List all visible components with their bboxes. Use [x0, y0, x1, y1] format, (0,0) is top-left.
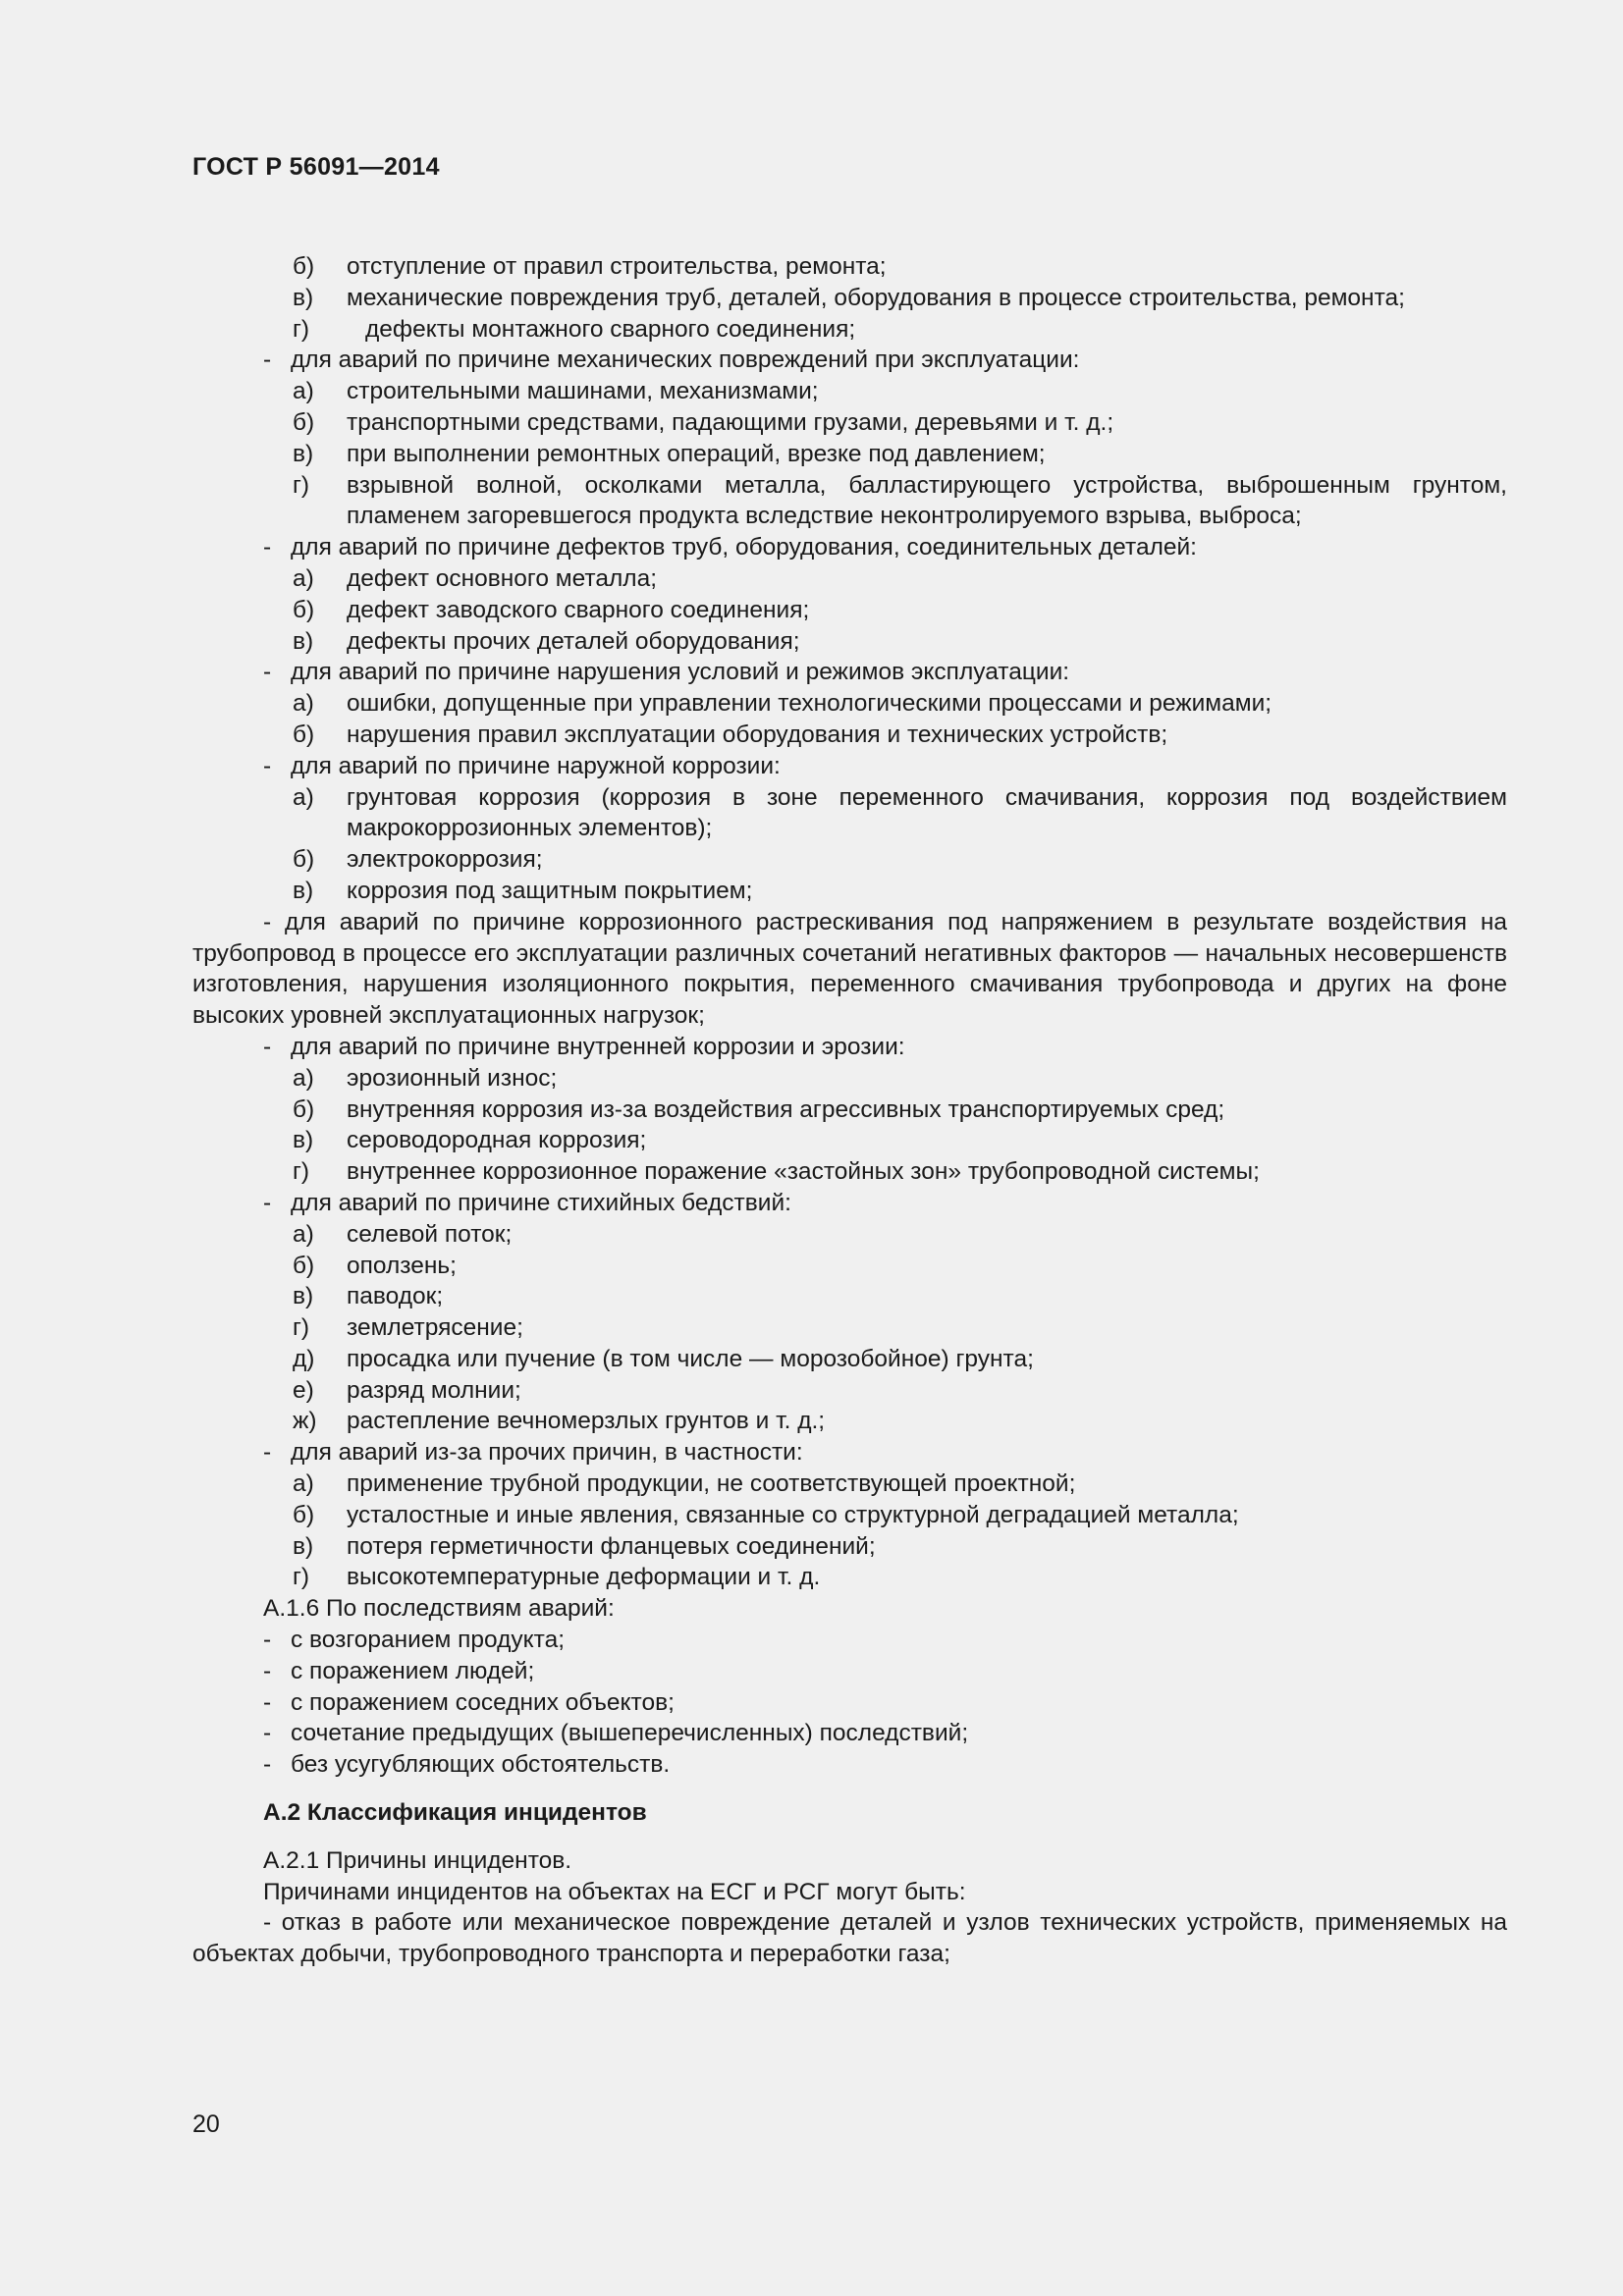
- dash-marker: -: [263, 752, 272, 779]
- list-marker: б): [293, 846, 315, 874]
- list-item-text: паводок;: [347, 1283, 444, 1310]
- dash-item-text: с возгоранием продукта;: [291, 1627, 566, 1654]
- list-item-text: дефекты прочих деталей оборудования;: [347, 627, 800, 655]
- list-item-text: оползень;: [347, 1252, 457, 1279]
- dash-item: [192, 1749, 1507, 1781]
- list-item-text: дефект основного металла;: [347, 564, 658, 592]
- list-item: [192, 1562, 1507, 1593]
- list-marker: г): [293, 1158, 310, 1186]
- dash-item-text: для аварий по причине механических повреждений при эксплуатации:: [291, 347, 1080, 374]
- list-item: [192, 314, 1507, 346]
- list-item: [192, 782, 1507, 845]
- list-item-text: землетрясение;: [347, 1314, 523, 1342]
- dash-item-text: для аварий по причине дефектов труб, оборудования, соединительных деталей:: [291, 534, 1197, 561]
- dash-item: [192, 1032, 1507, 1063]
- list-marker: в): [293, 284, 314, 311]
- list-marker: а): [293, 564, 314, 592]
- list-item: [192, 1468, 1507, 1500]
- list-marker: б): [293, 408, 315, 436]
- list-marker: ж): [293, 1408, 317, 1435]
- list-item: [192, 407, 1507, 439]
- list-item: [192, 1406, 1507, 1437]
- section-line: А.2.1 Причины инцидентов.: [263, 1846, 572, 1874]
- section-line: А.1.6 По последствиям аварий:: [263, 1595, 615, 1623]
- list-marker: б): [293, 1252, 315, 1279]
- list-item-text: селевой поток;: [347, 1220, 513, 1248]
- dash-marker: -: [263, 1189, 272, 1216]
- dash-item-text: для аварий по причине нарушения условий и режимов эксплуатации:: [291, 659, 1070, 686]
- dash-marker: -: [263, 1720, 272, 1747]
- list-marker: б): [293, 721, 315, 748]
- list-item: [192, 1281, 1507, 1312]
- section-line: Причинами инцидентов на объектах на ЕСГ и РСГ могут быть:: [263, 1878, 966, 1905]
- list-marker: г): [293, 1564, 310, 1591]
- list-marker: в): [293, 440, 314, 467]
- section-heading: А.2 Классификация инцидентов: [263, 1799, 647, 1827]
- list-item: [192, 283, 1507, 314]
- list-marker: в): [293, 1127, 314, 1154]
- list-item-text: просадка или пучение (в том числе — морозобойное) грунта;: [347, 1345, 1034, 1372]
- list-item: [192, 1063, 1507, 1095]
- list-marker: а): [293, 1064, 314, 1092]
- list-marker: г): [293, 315, 310, 343]
- list-marker: б): [293, 1501, 315, 1528]
- dash-item-text: для аварий по причине стихийных бедствий:: [291, 1189, 791, 1216]
- list-item-text: сероводородная коррозия;: [347, 1127, 647, 1154]
- list-item: [192, 626, 1507, 658]
- page-number: 20: [192, 2110, 220, 2138]
- list-marker: в): [293, 1532, 314, 1560]
- dash-item-text: без усугубляющих обстоятельств.: [291, 1751, 671, 1779]
- list-marker: а): [293, 690, 314, 718]
- list-item-text: при выполнении ремонтных операций, врезке под давлением;: [347, 440, 1046, 467]
- dash-item: [192, 751, 1507, 782]
- dash-marker: -: [263, 1751, 272, 1779]
- list-item-text: растепление вечномерзлых грунтов и т. д.;: [347, 1408, 826, 1435]
- list-item-text: разряд молнии;: [347, 1376, 521, 1404]
- dash-item-text: для аварий из-за прочих причин, в частности:: [291, 1439, 803, 1467]
- list-item: [192, 1125, 1507, 1156]
- list-item-text: отступление от правил строительства, ремонта;: [347, 253, 887, 280]
- list-item: [192, 1531, 1507, 1563]
- list-item-text: эрозионный износ;: [347, 1064, 558, 1092]
- list-item: [192, 844, 1507, 876]
- list-item: [192, 1500, 1507, 1531]
- dash-marker: -: [263, 659, 272, 686]
- list-item-text: дефект заводского сварного соединения;: [347, 596, 810, 623]
- list-item-text: потеря герметичности фланцевых соединений;: [347, 1532, 876, 1560]
- list-item: [192, 1251, 1507, 1282]
- list-marker: б): [293, 253, 315, 280]
- list-item: [192, 1219, 1507, 1251]
- list-item-text: нарушения правил эксплуатации оборудования и технических устройств;: [347, 721, 1168, 748]
- document-code: ГОСТ Р 56091—2014: [192, 153, 440, 181]
- dash-item: [192, 657, 1507, 688]
- list-item: [192, 688, 1507, 720]
- dash-marker: -: [263, 347, 272, 374]
- list-item-text: высокотемпературные деформации и т. д.: [347, 1564, 821, 1591]
- list-item-text: транспортными средствами, падающими грузами, деревьями и т. д.;: [347, 408, 1114, 436]
- dash-marker: -: [263, 1439, 272, 1467]
- list-item-text: механические повреждения труб, деталей, оборудования в процессе строительства, ремонта;: [347, 284, 1405, 311]
- list-item-text: взрывной волной, осколками металла, балластирующего устройства, выброшенным грунтом, пламенем загоревшегося продукта вследствие неконтролируемого взрыва, выброса;: [347, 471, 1507, 530]
- dash-item: [192, 532, 1507, 563]
- dash-marker: -: [263, 534, 272, 561]
- list-item-text: строительными машинами, механизмами;: [347, 378, 819, 405]
- dash-item-text: с поражением людей;: [291, 1657, 535, 1684]
- dash-item-text: для аварий по причине внутренней коррозии и эрозии:: [291, 1033, 905, 1060]
- list-item: [192, 563, 1507, 595]
- list-item-text: внутреннее коррозионное поражение «застойных зон» трубопроводной системы;: [347, 1158, 1260, 1186]
- list-marker: а): [293, 1470, 314, 1498]
- list-item: [192, 1156, 1507, 1188]
- dash-item-text: с поражением соседних объектов;: [291, 1688, 675, 1716]
- list-item: [192, 1344, 1507, 1375]
- dash-marker: -: [263, 1627, 272, 1654]
- list-item: [192, 1312, 1507, 1344]
- dash-item: [192, 1656, 1507, 1687]
- dash-item: [192, 1625, 1507, 1656]
- list-item: [192, 251, 1507, 283]
- list-marker: д): [293, 1345, 315, 1372]
- dash-item: [192, 345, 1507, 376]
- paragraph: - для аварий по причине коррозионного растрескивания под напряжением в результате воздействия на трубопровод в процессе его эксплуатации различных сочетаний негативных факторов — начальных несовершенств изготовления, нарушения изоляционного покрытия, переменного смачивания трубопровода и других на фоне высоких уровней эксплуатационных нагрузок;: [192, 908, 1507, 1030]
- list-marker: а): [293, 1220, 314, 1248]
- list-marker: в): [293, 877, 314, 904]
- paragraph: - отказ в работе или механическое повреждение деталей и узлов технических устройств, применяемых на объектах добычи, трубопроводного транспорта и переработки газа;: [192, 1909, 1507, 1968]
- list-item: [192, 1095, 1507, 1126]
- dash-item: [192, 1718, 1507, 1749]
- dash-item-text: для аварий по причине наружной коррозии:: [291, 752, 781, 779]
- list-item: [192, 439, 1507, 470]
- dash-item: [192, 1437, 1507, 1468]
- list-marker: б): [293, 596, 315, 623]
- list-item-text: применение трубной продукции, не соответствующей проектной;: [347, 1470, 1076, 1498]
- list-marker: в): [293, 1283, 314, 1310]
- dash-marker: -: [263, 1657, 272, 1684]
- list-item: [192, 1375, 1507, 1407]
- list-item: [192, 595, 1507, 626]
- list-marker: а): [293, 783, 314, 811]
- list-item-text: коррозия под защитным покрытием;: [347, 877, 753, 904]
- list-item: [192, 720, 1507, 751]
- dash-marker: -: [263, 1688, 272, 1716]
- list-marker: в): [293, 627, 314, 655]
- list-item-text: ошибки, допущенные при управлении технологическими процессами и режимами;: [347, 690, 1272, 718]
- list-item-text: дефекты монтажного сварного соединения;: [365, 315, 856, 343]
- list-marker: б): [293, 1095, 315, 1123]
- list-item: [192, 470, 1507, 533]
- list-marker: е): [293, 1376, 314, 1404]
- dash-item: [192, 1188, 1507, 1219]
- dash-marker: -: [263, 1033, 272, 1060]
- document-body: [192, 251, 1507, 1970]
- list-item: [192, 376, 1507, 407]
- dash-item: [192, 1687, 1507, 1719]
- list-marker: г): [293, 1314, 310, 1342]
- list-item-text: усталостные и иные явления, связанные со структурной деградацией металла;: [347, 1501, 1239, 1528]
- list-item-text: грунтовая коррозия (коррозия в зоне переменного смачивания, коррозия под воздействием макрокоррозионных элементов);: [347, 783, 1507, 842]
- list-marker: г): [293, 471, 310, 499]
- list-item-text: внутренняя коррозия из-за воздействия агрессивных транспортируемых сред;: [347, 1095, 1225, 1123]
- list-marker: а): [293, 378, 314, 405]
- list-item-text: электрокоррозия;: [347, 846, 543, 874]
- list-item: [192, 876, 1507, 907]
- dash-item-text: сочетание предыдущих (вышеперечисленных) последствий;: [291, 1720, 969, 1747]
